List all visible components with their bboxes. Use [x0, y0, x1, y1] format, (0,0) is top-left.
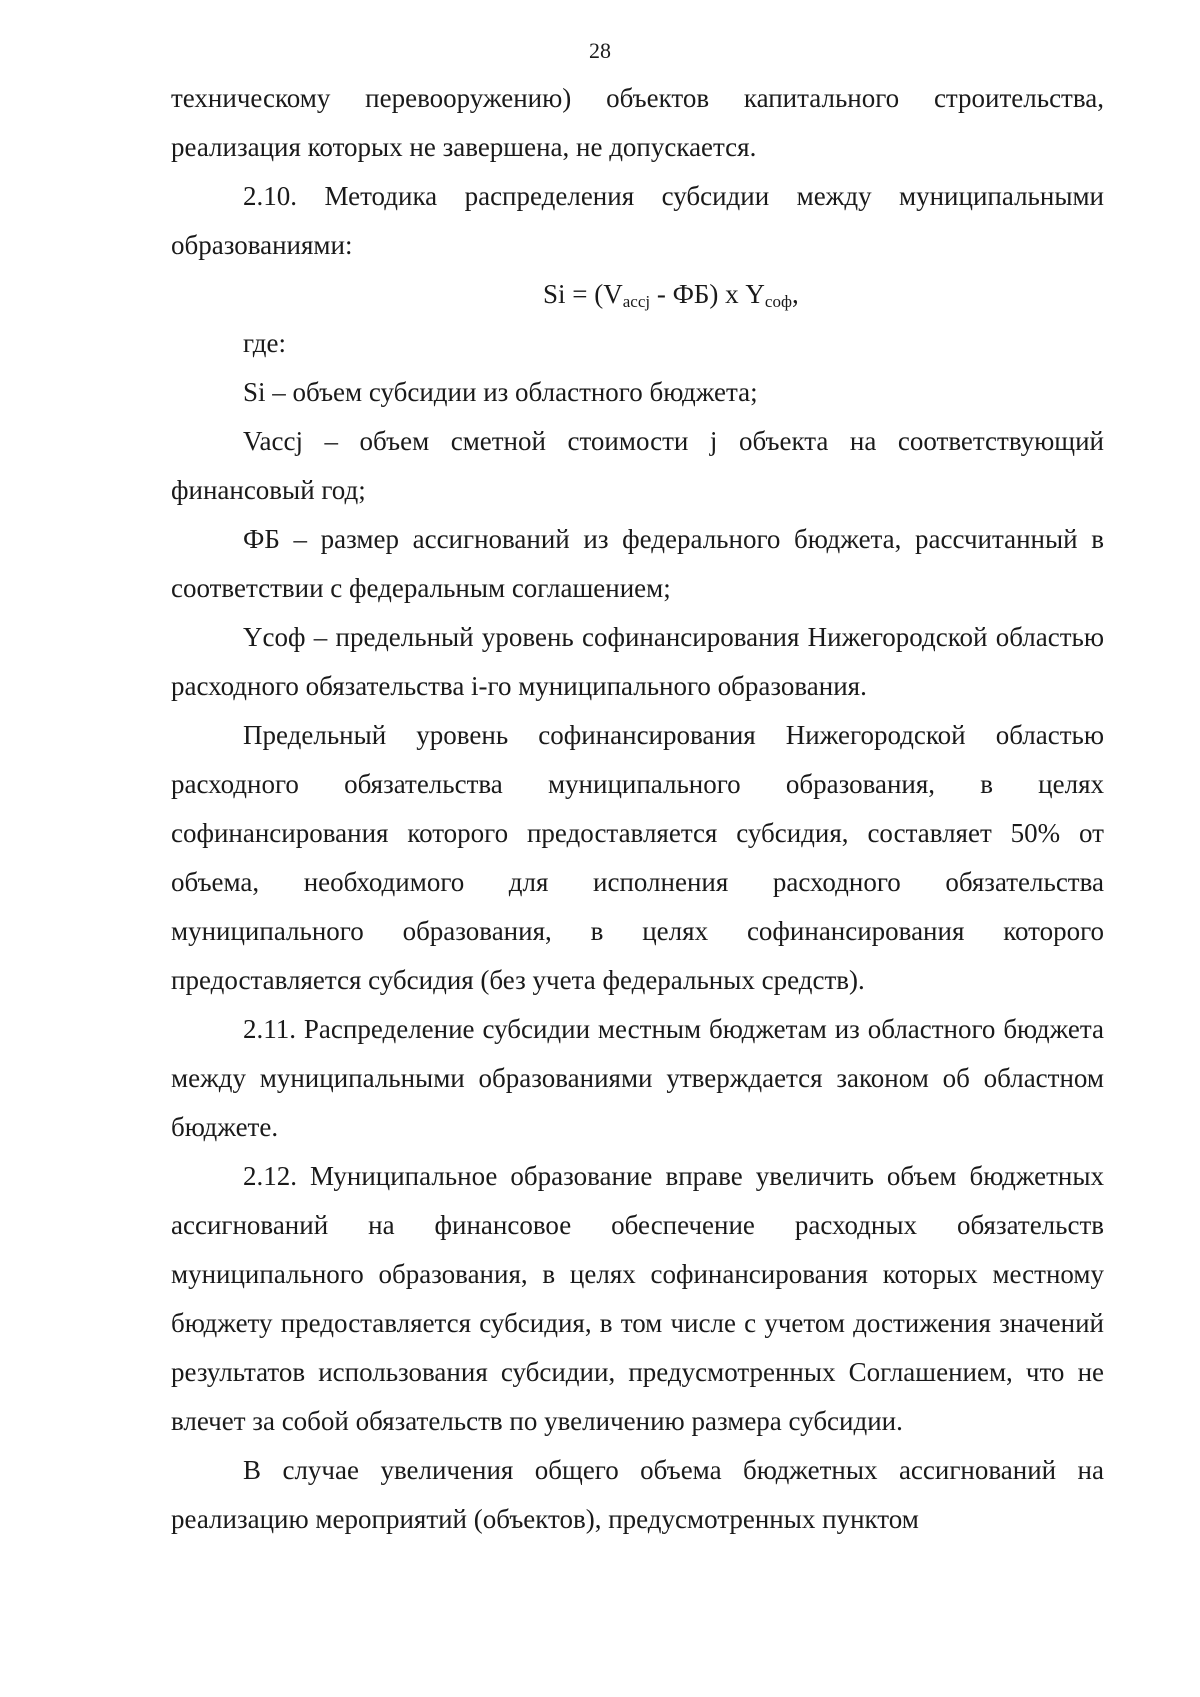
paragraph-2-12: 2.12. Муниципальное образование вправе увеличить объем бюджетных ассигнований на финансовое обеспечение расходных обязательств муниципального образования, в целях софинансирования которых местному бюджету предоставляется субсидия, в том числе с учетом достижения значений результатов использования субсидии, предусмотренных Соглашением, что не влечет за собой обязательств по увеличению размера субсидии.: [171, 1161, 1104, 1436]
definition-fb: ФБ – размер ассигнований из федерального бюджета, рассчитанный в соответствии с федеральным соглашением;: [171, 524, 1104, 603]
formula-middle: - ФБ) х Y: [650, 279, 765, 309]
paragraph-2-11: 2.11. Распределение субсидии местным бюджетам из областного бюджета между муниципальными образованиями утверждается законом об областном бюджете.: [171, 1014, 1104, 1142]
paragraph-cofinancing-level: Предельный уровень софинансирования Нижегородской областью расходного обязательства муниципального образования, в целях софинансирования которого предоставляется субсидия, составляет 50% от объема, необходимого для исполнения расходного обязательства муниципального образования, в целях софинансирования которого предоставляется субсидия (без учета федеральных средств).: [171, 720, 1104, 995]
formula-subscript-sof: соф: [764, 292, 792, 311]
paragraph-increase-case: В случае увеличения общего объема бюджетных ассигнований на реализацию мероприятий (объектов), предусмотренных пунктом: [171, 1455, 1104, 1534]
formula-end: ,: [791, 279, 799, 309]
formula-lhs: Si = (V: [543, 279, 623, 309]
document-body: [171, 74, 1104, 1544]
definition-vaccj: Vaccj – объем сметной стоимости j объекта на соответствующий финансовый год;: [171, 426, 1104, 505]
formula-where-label: где:: [243, 328, 286, 358]
formula-subscript-accj: accj: [622, 292, 651, 311]
page-number: 28: [589, 38, 611, 63]
paragraph-continuation: техническому перевооружению) объектов капитального строительства, реализация которых не завершена, не допускается.: [171, 83, 1104, 162]
definition-ysof: Yсоф – предельный уровень софинансирования Нижегородской областью расходного обязательства i-го муниципального образования.: [171, 622, 1104, 701]
subsidy-formula: [171, 270, 1104, 319]
paragraph-2-10: 2.10. Методика распределения субсидии между муниципальными образованиями:: [171, 181, 1104, 260]
definition-si: Si – объем субсидии из областного бюджета;: [243, 377, 758, 407]
